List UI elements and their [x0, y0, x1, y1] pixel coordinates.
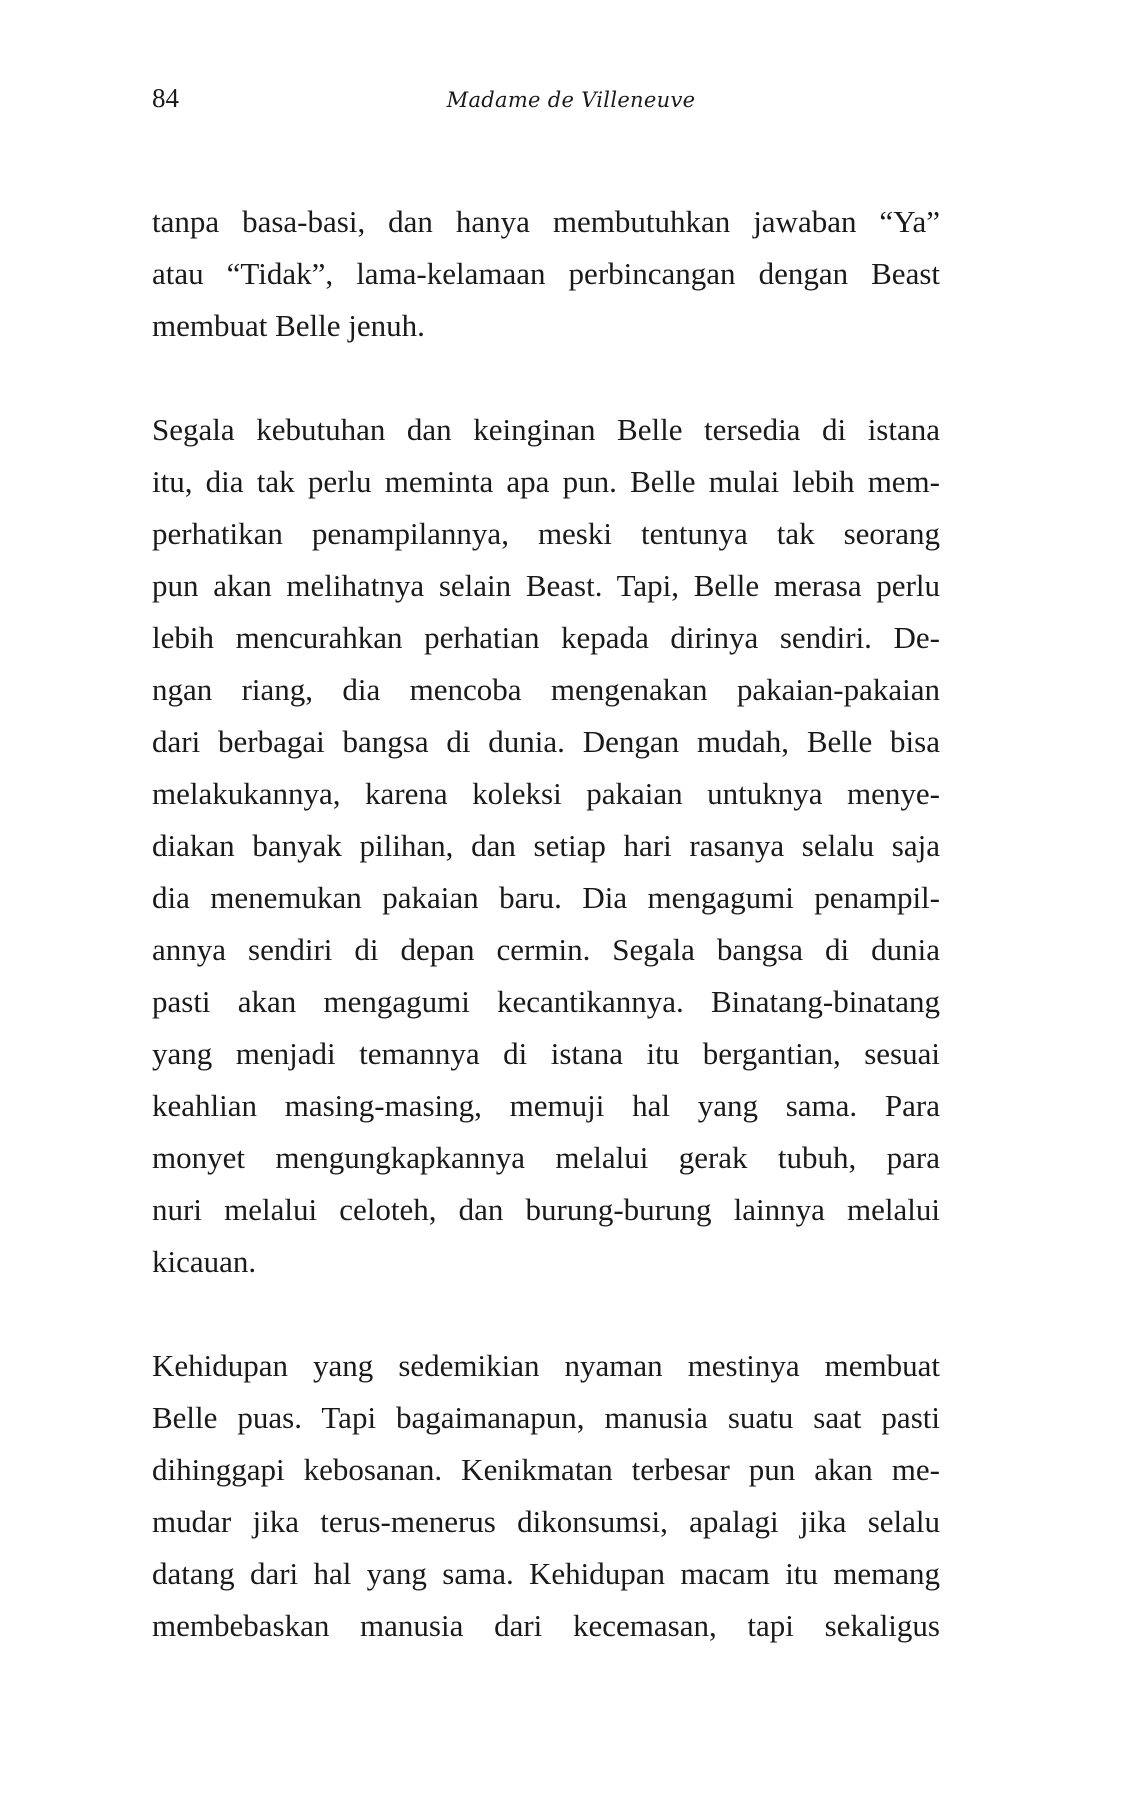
paragraph: [152, 404, 940, 1288]
page-header: [0, 78, 1142, 118]
text-line: annya sendiri di depan cermin. Segala bangsa di dunia: [152, 932, 940, 967]
text-line: atau “Tidak”, lama-kelamaan perbincangan dengan Beast: [152, 256, 940, 291]
text-line: melakukannya, karena koleksi pakaian untuknya menye-: [152, 776, 940, 811]
text-line: dihinggapi kebosanan. Kenikmatan terbesar pun akan me-: [152, 1452, 940, 1487]
text-line: yang menjadi temannya di istana itu bergantian, sesuai: [152, 1036, 940, 1071]
text-line: lebih mencurahkan perhatian kepada dirinya sendiri. De-: [152, 620, 940, 655]
text-line: tanpa basa-basi, dan hanya membutuhkan jawaban “Ya”: [152, 204, 940, 239]
text-line: Kehidupan yang sedemikian nyaman mestinya membuat: [152, 1348, 940, 1383]
text-line: membebaskan manusia dari kecemasan, tapi sekaligus: [152, 1608, 940, 1643]
paragraph: [152, 196, 940, 352]
text-line: mudar jika terus-menerus dikonsumsi, apalagi jika selalu: [152, 1504, 940, 1539]
text-line: diakan banyak pilihan, dan setiap hari rasanya selalu saja: [152, 828, 940, 863]
text-line: nuri melalui celoteh, dan burung-burung lainnya melalui: [152, 1192, 940, 1227]
text-line: pasti akan mengagumi kecantikannya. Binatang-binatang: [152, 984, 940, 1019]
text-line: kicauan.: [152, 1244, 257, 1279]
text-line: Belle puas. Tapi bagaimanapun, manusia suatu saat pasti: [152, 1400, 940, 1435]
text-line: pun akan melihatnya selain Beast. Tapi, Belle merasa perlu: [152, 568, 940, 603]
text-line: datang dari hal yang sama. Kehidupan macam itu memang: [152, 1556, 940, 1591]
body-text: [152, 196, 940, 1652]
text-line: keahlian masing-masing, memuji hal yang sama. Para: [152, 1088, 940, 1123]
paragraph: [152, 1340, 940, 1652]
text-line: dia menemukan pakaian baru. Dia mengagumi penampil-: [152, 880, 940, 915]
running-head: Madame de Villeneuve: [446, 88, 696, 112]
page-number: 84: [152, 83, 179, 113]
text-line: ngan riang, dia mencoba mengenakan pakaian-pakaian: [152, 672, 940, 707]
text-line: Segala kebutuhan dan keinginan Belle tersedia di istana: [152, 412, 940, 447]
text-line: monyet mengungkapkannya melalui gerak tubuh, para: [152, 1140, 940, 1175]
text-line: perhatikan penampilannya, meski tentunya tak seorang: [152, 516, 940, 551]
text-line: dari berbagai bangsa di dunia. Dengan mudah, Belle bisa: [152, 724, 940, 759]
text-line: membuat Belle jenuh.: [152, 308, 425, 343]
text-line: itu, dia tak perlu meminta apa pun. Belle mulai lebih mem-: [152, 464, 940, 499]
